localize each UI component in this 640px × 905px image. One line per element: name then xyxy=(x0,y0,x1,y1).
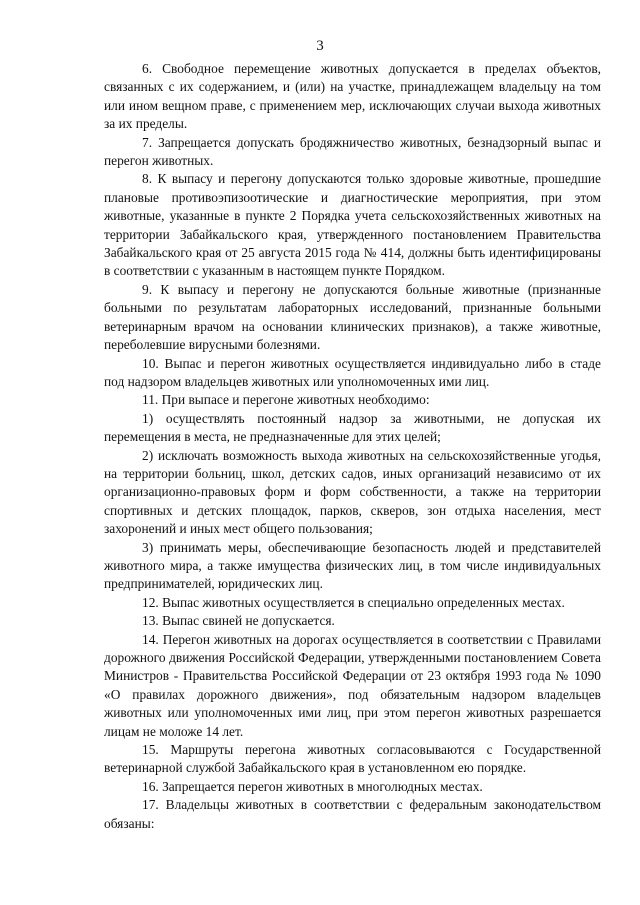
paragraph-13: 13. Выпас свиней не допускается. xyxy=(142,613,335,629)
page-number: 3 xyxy=(316,38,324,54)
paragraph-11-item-2: 2) исключать возможность выхода животных на сельскохозяйственные угодья, на территории больниц, школ, детских садов, иных организаций независимо от их организационно-правовых форм и форм собственности, а также на территории спортивных и детских площадок, парков, скверов, зон отдыха населения, мест захоронений и иных мест общего пользования; xyxy=(104,447,601,537)
paragraph-12: 12. Выпас животных осуществляется в специально определенных местах. xyxy=(142,594,565,610)
paragraph-14: 14. Перегон животных на дорогах осуществляется в соответствии с Правилами дорожного движения Российской Федерации, утвержденными постановлением Совета Министров - Правительства Российской Федерации от 23 октября 1993 года № 1090 «О правилах дорожного движения», под обязательным надзором владельцев животных или уполномоченных ими лиц, при этом перегон животных разрешается лицам не моложе 14 лет. xyxy=(104,631,601,739)
paragraph-8: 8. К выпасу и перегону допускаются только здоровые животные, прошедшие плановые противоэпизоотические и диагностические мероприятия, при этом животные, указанные в пункте 2 Порядка учета сельскохозяйственных животных на территории Забайкальского края, утвержденного постановлением Правительства Забайкальского края от 25 августа 2015 года № 414, должны быть идентифицированы в соответствии с указанным в настоящем пункте Порядком. xyxy=(104,171,601,279)
paragraph-9: 9. К выпасу и перегону не допускаются больные животные (признанные больными по результатам лабораторных исследований, признанные больными ветеринарным врачом на основании клинических признаков), а также животные, переболевшие вирусными болезнями. xyxy=(104,281,601,353)
paragraph-6: 6. Свободное перемещение животных допускается в пределах объектов, связанных с их содержанием, и (или) на участке, принадлежащем владельцу на том или ином вещном праве, с применением мер, исключающих случаи выхода животных за их пределы. xyxy=(104,61,601,132)
document-body xyxy=(104,60,601,833)
paragraph-11-item-3: 3) принимать меры, обеспечивающие безопасность людей и представителей животного мира, а также имущества физических лиц, в том числе индивидуальных предпринимателей, юридических лиц. xyxy=(104,539,601,592)
paragraph-17: 17. Владельцы животных в соответствии с федеральным законодательством обязаны: xyxy=(104,797,601,831)
paragraph-15: 15. Маршруты перегона животных согласовываются с Государственной ветеринарной службой Забайкальского края в установленном ею порядке. xyxy=(104,742,601,776)
paragraph-11-item-1: 1) осуществлять постоянный надзор за животными, не допуская их перемещения в места, не предназначенные для этих целей; xyxy=(104,410,601,445)
paragraph-11: 11. При выпасе и перегоне животных необходимо: xyxy=(142,392,430,408)
paragraph-10: 10. Выпас и перегон животных осуществляется индивидуально либо в стаде под надзором владельцев животных или уполномоченных ими лиц. xyxy=(104,355,601,389)
paragraph-7: 7. Запрещается допускать бродяжничество животных, безнадзорный выпас и перегон животных. xyxy=(104,134,601,169)
paragraph-16: 16. Запрещается перегон животных в многолюдных местах. xyxy=(142,778,483,794)
